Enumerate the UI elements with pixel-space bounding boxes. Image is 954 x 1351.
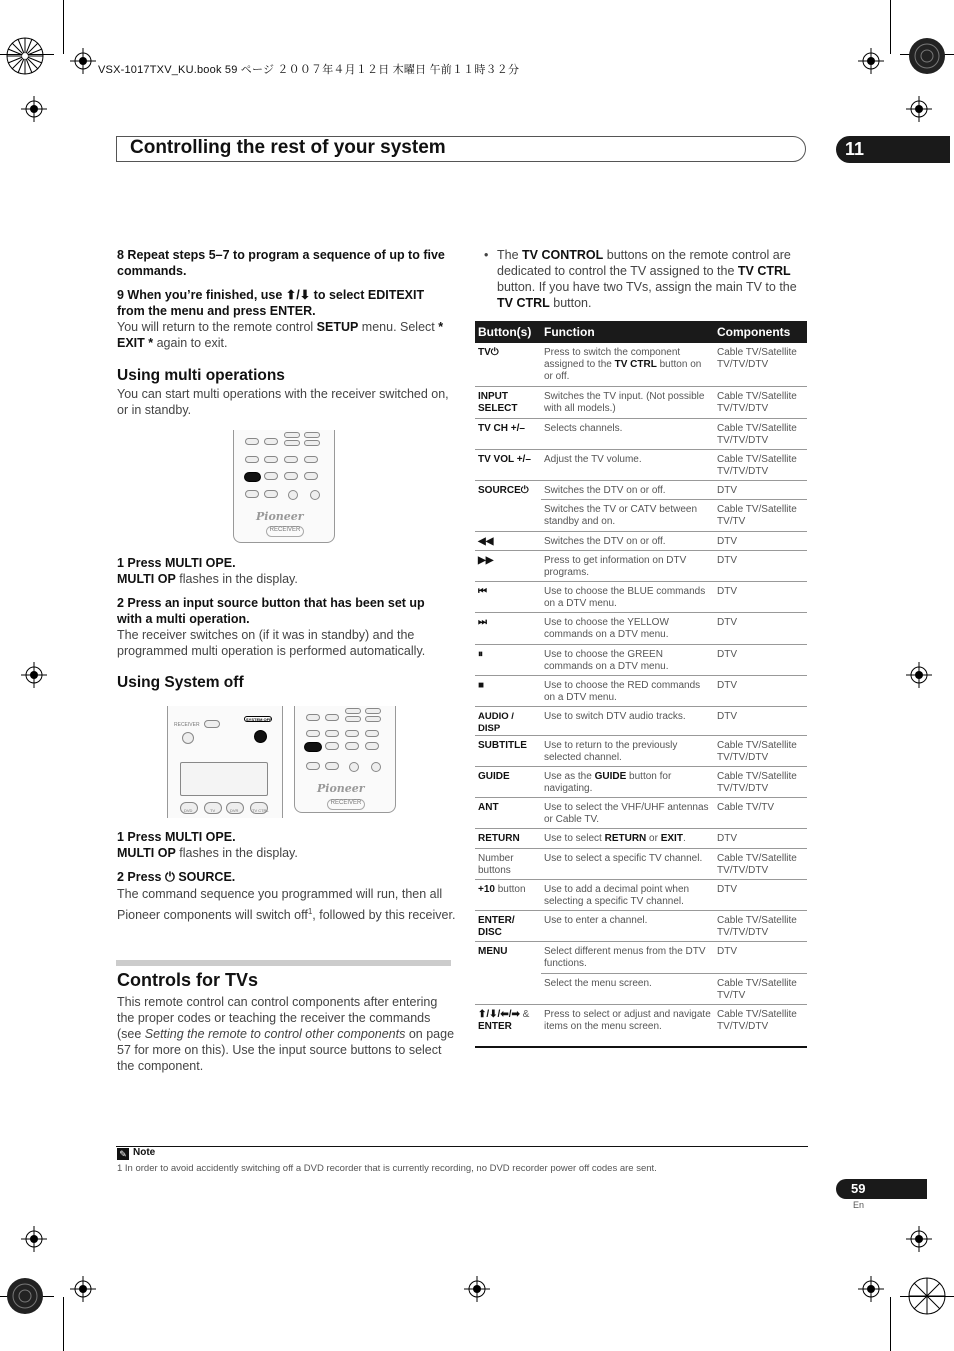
step-8: 8 Repeat steps 5–7 to program a sequence of up to five commands.: [117, 248, 445, 278]
system-off-label: SYSTEM OFF: [246, 717, 272, 722]
pioneer-logo: Pioneer: [317, 782, 365, 795]
table-row: ▶▶ Press to get information on DTV programs. DTV: [475, 550, 807, 581]
table-row: Switches the TV or CATV between standby and on. Cable TV/Satellite TV/TV: [475, 499, 807, 531]
chapter-number-tab: 11: [836, 136, 950, 163]
note-text: 1 In order to avoid accidently switching off a DVD recorder that is currently recording, no DVD recorder power off codes are sent.: [117, 1163, 657, 1174]
multi-step-1: 1 Press MULTI OPE.: [117, 556, 236, 570]
tv-ctrl-label: TV CTRL: [252, 808, 269, 813]
tvs-heading: Controls for TVs: [117, 970, 259, 990]
table-row: TV CH +/– Selects channels. Cable TV/Satellite TV/TV/DTV: [475, 418, 807, 449]
table-header-buttons: Button(s): [475, 321, 541, 343]
table-row: TV VOL +/– Adjust the TV volume. Cable TV/Satellite TV/TV/DTV: [475, 449, 807, 480]
table-row: Number buttons Use to select a specific TV channel. Cable TV/Satellite TV/TV/DTV: [475, 848, 807, 879]
dvd-label: DVD: [184, 808, 193, 813]
tv-controls-table: [475, 321, 807, 1048]
sysoff-step-2-body: The command sequence you programmed will run, then all Pioneer components will switch off$^1$, followed by this receiver.: [117, 887, 456, 923]
sysoff-step-1: 1 Press MULTI OPE.: [117, 830, 236, 844]
table-row: ⏭ Use to choose the YELLOW commands on a DTV menu. DTV: [475, 612, 807, 644]
note-icon: ✎: [117, 1148, 129, 1160]
receiver-badge: RECEIVER: [327, 799, 365, 810]
crosshair-mark: [21, 96, 47, 122]
crosshair-mark: [906, 1226, 932, 1252]
multi-intro: You can start multi operations with the receiver switched on, or in standby.: [117, 387, 449, 417]
table-row: ◀◀ Switches the DTV on or off. DTV: [475, 531, 807, 550]
crosshair-mark: [21, 1226, 47, 1252]
table-row: GUIDE Use as the GUIDE button for navigating. Cable TV/Satellite TV/TV/DTV: [475, 766, 807, 797]
table-row: RETURN Use to select RETURN or EXIT. DTV: [475, 828, 807, 848]
crosshair-mark: [70, 48, 96, 74]
sysoff-step-2: 2 Press ⏻ SOURCE.: [117, 870, 236, 884]
table-row: Select the menu screen. Cable TV/Satellite TV/TV: [475, 973, 807, 1004]
crosshair-mark: [21, 662, 47, 688]
step-9: 9 When you’re finished, use ⬆/⬇ to select EDITEXIT from the menu and press ENTER.: [117, 288, 425, 318]
table-row: TV⏻ Press to switch the component assigned to the TV CTRL button on or off. Cable TV/Satellite TV/TV/DTV: [475, 343, 807, 386]
tvs-body: This remote control can control components after entering the proper codes or teaching the receiver the commands (see Setting the remote to control other components on page 57 for more on this). Use the input source buttons to select the component.: [117, 995, 455, 1073]
table-header-row: [475, 321, 807, 343]
multi-step-2: 2 Press an input source button that has been set up with a multi operation.: [117, 596, 425, 626]
table-row: ⏮ Use to choose the BLUE commands on a DTV menu. DTV: [475, 581, 807, 612]
table-header-function: Function: [541, 321, 714, 343]
remote-illustration-system-off: [167, 706, 283, 818]
crosshair-mark: [906, 662, 932, 688]
multi-heading: Using multi operations: [117, 367, 285, 384]
table-row: MENU Select different menus from the DTV functions. DTV: [475, 941, 807, 973]
sysoff-step-1-body: MULTI OP flashes in the display.: [117, 846, 298, 860]
remote-illustration-multi: [233, 430, 335, 543]
table-row: ⏸ Use to choose the GREEN commands on a DTV menu. DTV: [475, 644, 807, 675]
crosshair-mark: [464, 1276, 490, 1302]
table-header-components: Components: [714, 321, 807, 343]
registration-mark-bottom-right: [907, 1276, 947, 1316]
page-number: 59: [836, 1179, 927, 1199]
pioneer-logo: Pioneer: [256, 510, 304, 523]
table-row: SUBTITLE Use to return to the previously selected channel. Cable TV/Satellite TV/TV/DTV: [475, 735, 807, 766]
remote-illustration-multi-2: [294, 706, 396, 813]
table-row: INPUT SELECT Switches the TV input. (Not possible with all models.) Cable TV/Satellite TV/TV/DTV: [475, 386, 807, 418]
chapter-title: Controlling the rest of your system: [130, 137, 446, 158]
crosshair-mark: [858, 48, 884, 74]
registration-mark-top-left: [5, 36, 45, 76]
table-row: AUDIO / DISP Use to switch DTV audio tracks. DTV: [475, 706, 807, 735]
sysoff-heading: Using System off: [117, 674, 244, 691]
table-row: SOURCE⏻ Switches the DTV on or off. DTV: [475, 480, 807, 499]
file-header: VSX-1017TXV_KU.book 59 ページ ２００７年４月１２日 木曜日 午前１１時３２分: [98, 64, 520, 76]
note-rule: [116, 1146, 808, 1147]
tv-control-bullet: • The TV CONTROL buttons on the remote control are dedicated to control the TV assigned to the TV CTRL button. If you have two TVs, assign the main TV to the TV CTRL button.: [484, 248, 797, 310]
language-label: En: [853, 1200, 865, 1210]
table-row: ANT Use to select the VHF/UHF antennas or Cable TV. Cable TV/TV: [475, 797, 807, 828]
table-row: ⬆/⬇/⬅/➡ & ENTER Press to select or adjust and navigate items on the menu screen. Cable TV/Satellite TV/TV/DTV: [475, 1004, 807, 1047]
crosshair-mark: [906, 96, 932, 122]
section-separator: [116, 960, 451, 966]
receiver-badge: RECEIVER: [266, 526, 304, 537]
table-row: ■ Use to choose the RED commands on a DTV menu. DTV: [475, 675, 807, 706]
note-title: Note: [133, 1147, 156, 1158]
registration-mark-bottom-left: [5, 1276, 45, 1316]
multi-step-1-body: MULTI OP flashes in the display.: [117, 572, 298, 586]
table-row: +10 button Use to add a decimal point when selecting a specific TV channel. DTV: [475, 879, 807, 910]
crosshair-mark: [70, 1276, 96, 1302]
tv-label: TV: [210, 808, 216, 813]
dvr-label: DVR: [230, 808, 239, 813]
step-9-body: You will return to the remote control SETUP menu. Select * EXIT * again to exit.: [117, 320, 444, 350]
multi-step-2-body: The receiver switches on (if it was in standby) and the programmed multi operation is performed automatically.: [117, 628, 426, 658]
registration-mark-top-right: [907, 36, 947, 76]
crosshair-mark: [858, 1276, 884, 1302]
receiver-label: RECEIVER: [174, 722, 200, 728]
table-row: ENTER/ DISC Use to enter a channel. Cable TV/Satellite TV/TV/DTV: [475, 910, 807, 941]
